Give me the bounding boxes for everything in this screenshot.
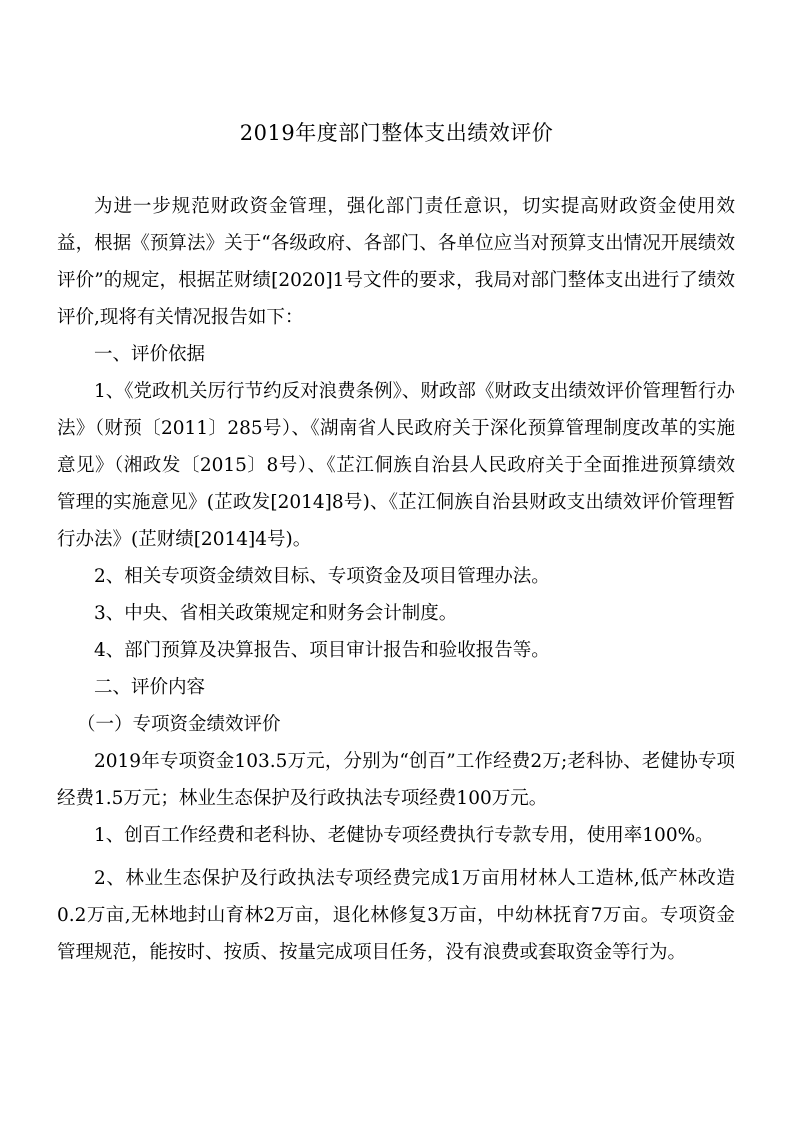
section-heading-basis: 一、评价依据 <box>94 344 206 365</box>
basis-item-1: 1、《党政机关厉行节约反对浪费条例》、财政部《财政支出绩效评价管理暂行办法》（财预〔2011〕285号）、《湖南省人民政府关于深化预算管理制度改革的实施意见》（湘政发〔2015〕8号）、《芷江侗族自治县人民政府关于全面推进预算绩效管理的实施意见》(芷政发[2014]8号)、《芷江侗族自治县财政支出绩效评价管理暂行办法》(芷财绩[2014]4号)。 <box>57 381 735 550</box>
document-title: 2019年度部门整体支出绩效评价 <box>239 121 554 145</box>
section-heading-content: 二、评价内容 <box>94 677 206 698</box>
fund-item-2: 2、林业生态保护及行政执法专项经费完成1万亩用材林人工造林,低产林改造0.2万亩,无林地封山育林2万亩，退化林修复3万亩，中幼林抚育7万亩。专项资金管理规范，能按时、按质、按量完成项目任务，没有浪费或套取资金等行为。 <box>57 868 735 963</box>
fund-item-1: 1、创百工作经费和老科协、老健协专项经费执行专款专用，使用率100%。 <box>94 825 714 846</box>
document-body <box>57 188 735 971</box>
basis-item-3: 3、中央、省相关政策规定和财务会计制度。 <box>94 603 458 624</box>
subsection-heading-special-funds: （一）专项资金绩效评价 <box>77 714 281 735</box>
basis-item-4: 4、部门预算及决算报告、项目审计报告和验收报告等。 <box>94 640 550 661</box>
basis-item-2: 2、相关专项资金绩效目标、专项资金及项目管理办法。 <box>94 566 550 587</box>
intro-paragraph: 为进一步规范财政资金管理，强化部门责任意识，切实提高财政资金使用效益，根据《预算法》关于“各级政府、各部门、各单位应当对预算支出情况开展绩效评价”的规定，根据芷财绩[2020]1号文件的要求，我局对部门整体支出进行了绩效评价,现将有关情况报告如下： <box>57 196 735 328</box>
fund-summary-paragraph: 2019年专项资金103.5万元，分别为“创百”工作经费2万;老科协、老健协专项经费1.5万元；林业生态保护及行政执法专项经费100万元。 <box>57 751 735 809</box>
